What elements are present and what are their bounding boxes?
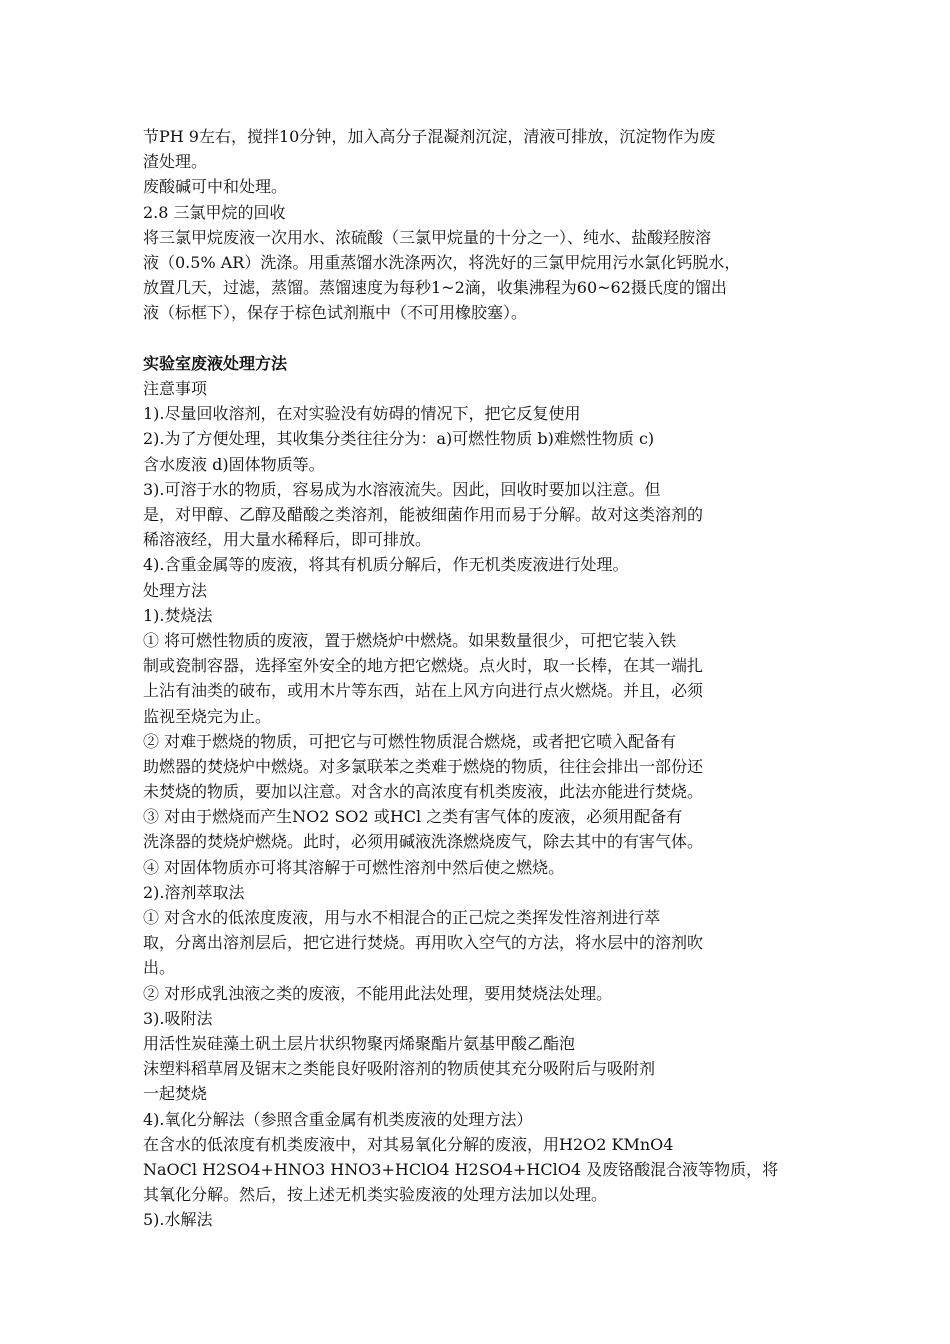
paragraph-line: ① 对含水的低浓度废液，用与水不相混合的正己烷之类挥发性溶剂进行萃 [143, 908, 661, 928]
paragraph-line: 是，对甲醇、乙醇及醋酸之类溶剂，能被细菌作用而易于分解。故对这类溶剂的 [143, 505, 704, 525]
method-heading: 5).水解法 [143, 1210, 213, 1230]
paragraph-line: 助燃器的焚烧炉中燃烧。对多氯联苯之类难于燃烧的物质，往往会排出一部份还 [143, 756, 704, 776]
paragraph-line: 放置几天，过滤，蒸馏。蒸馏速度为每秒1~2滴，收集沸程为60~62摄氏度的馏出 [143, 278, 727, 298]
subheading: 注意事项 [143, 379, 208, 399]
paragraph-line: ② 对形成乳浊液之类的废液，不能用此法处理，要用焚烧法处理。 [143, 983, 613, 1003]
paragraph-line: 含水废液 d)固体物质等。 [143, 454, 325, 474]
document-body [143, 124, 823, 1232]
paragraph-line: 出。 [143, 958, 176, 978]
paragraph-line: 取，分离出溶剂层后，把它进行焚烧。再用吹入空气的方法，将水层中的溶剂吹 [143, 933, 704, 953]
blank-line [143, 326, 823, 351]
paragraph-line: 液（0.5% AR）洗涤。用重蒸馏水洗涤两次，将洗好的三氯甲烷用污水氯化钙脱水， [143, 252, 741, 272]
paragraph-line: ② 对难于燃烧的物质，可把它与可燃性物质混合燃烧，或者把它喷入配备有 [143, 731, 677, 751]
paragraph-line: 4).含重金属等的废液，将其有机质分解后，作无机类废液进行处理。 [143, 555, 629, 575]
paragraph-line: 监视至烧完为止。 [143, 706, 272, 726]
paragraph-line: 1).尽量回收溶剂，在对实验没有妨碍的情况下，把它反复使用 [143, 404, 581, 424]
method-heading: 2).溶剂萃取法 [143, 882, 245, 902]
paragraph-line: ① 将可燃性物质的废液，置于燃烧炉中燃烧。如果数量很少，可把它装入铁 [143, 630, 677, 650]
paragraph-line: 用活性炭硅藻土矾土层片状织物聚丙烯聚酯片氨基甲酸乙酯泡 [143, 1033, 576, 1053]
paragraph-line: 一起焚烧 [143, 1084, 208, 1104]
paragraph-line: 液（标框下），保存于棕色试剂瓶中（不可用橡胶塞）。 [143, 303, 528, 323]
subheading: 处理方法 [143, 580, 208, 600]
document-title: 实验室废液处理方法 [143, 353, 288, 373]
paragraph-line: ④ 对固体物质亦可将其溶解于可燃性溶剂中然后使之燃烧。 [143, 857, 565, 877]
paragraph-line: 上沾有油类的破布，或用木片等东西，站在上风方向进行点火燃烧。并且，必须 [143, 681, 704, 701]
paragraph-line: 制或瓷制容器，选择室外安全的地方把它燃烧。点火时，取一长棒，在其一端扎 [143, 656, 704, 676]
paragraph-line: 2).为了方便处理，其收集分类往往分为：a)可燃性物质 b)难燃性物质 c) [143, 429, 655, 449]
section-heading: 2.8 三氯甲烷的回收 [143, 202, 286, 222]
paragraph-line: 废酸碱可中和处理。 [143, 177, 288, 197]
paragraph-line: 在含水的低浓度有机类废液中，对其易氧化分解的废液，用H2O2 KMnO4 [143, 1134, 674, 1154]
paragraph-line: 稀溶液经，用大量水稀释后，即可排放。 [143, 530, 432, 550]
method-heading: 3).吸附法 [143, 1008, 213, 1028]
method-heading: 1).焚烧法 [143, 605, 213, 625]
paragraph-line: 沫塑料稻草屑及锯末之类能良好吸附溶剂的物质使其充分吸附后与吸附剂 [143, 1059, 656, 1079]
paragraph-line: 节PH 9左右，搅拌10分钟，加入高分子混凝剂沉淀，清液可排放，沉淀物作为废 [143, 127, 716, 146]
paragraph-line: 洗涤器的焚烧炉燃烧。此时，必须用碱液洗涤燃烧废气，除去其中的有害气体。 [143, 832, 704, 852]
paragraph-line: 渣处理。 [143, 152, 208, 172]
paragraph-line: 3).可溶于水的物质，容易成为水溶液流失。因此，回收时要加以注意。但 [143, 479, 661, 499]
paragraph-line: ③ 对由于燃烧而产生NO2 SO2 或HCl 之类有害气体的废液，必须用配备有 [143, 807, 683, 827]
method-heading: 4).氧化分解法（参照含重金属有机类废液的处理方法） [143, 1109, 533, 1129]
paragraph-line: 未焚烧的物质，要加以注意。对含水的高浓度有机类废液，此法亦能进行焚烧。 [143, 782, 704, 802]
paragraph-line: 将三氯甲烷废液一次用水、浓硫酸（三氯甲烷量的十分之一）、纯水、盐酸羟胺溶 [143, 227, 712, 247]
paragraph-line: NaOCl H2SO4+HNO3 HNO3+HClO4 H2SO4+HClO4 及废铬酸混合液等物质，将 [143, 1159, 779, 1179]
paragraph-line: 其氧化分解。然后，按上述无机类实验废液的处理方法加以处理。 [143, 1185, 608, 1205]
